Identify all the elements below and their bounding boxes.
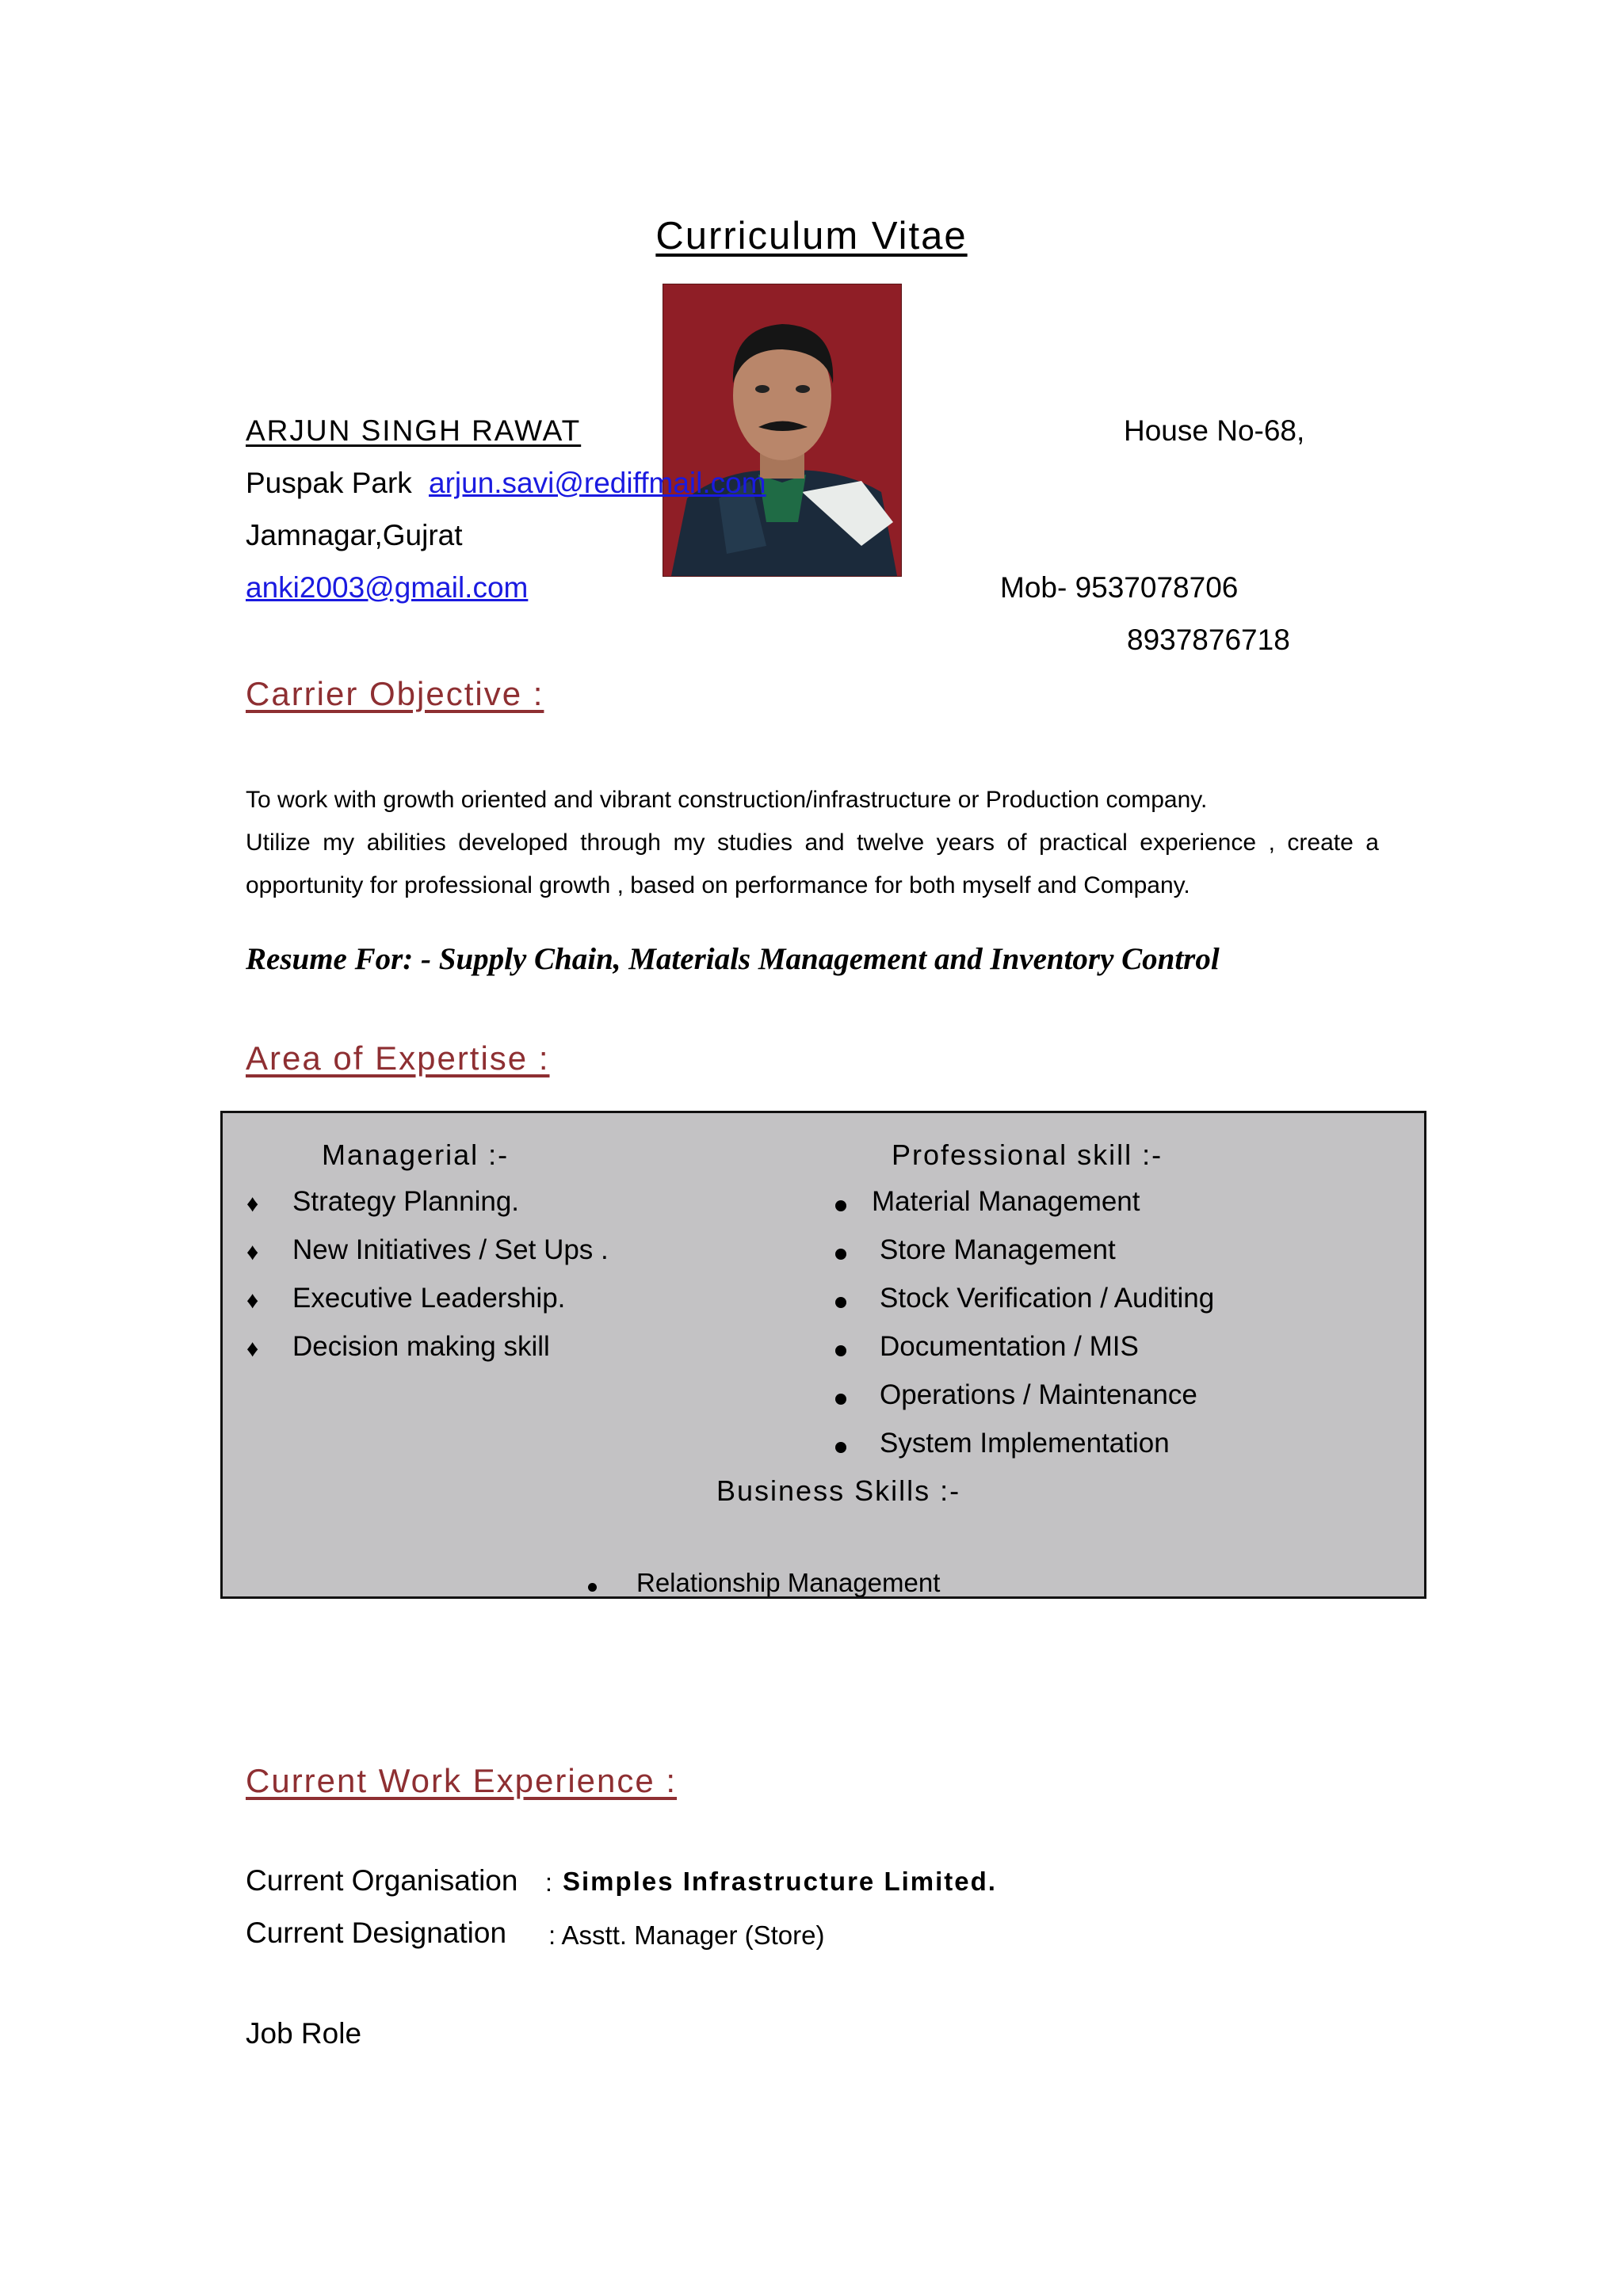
- diamond-bullet-icon: ♦: [246, 1336, 259, 1362]
- round-bullet-icon: [835, 1442, 846, 1453]
- expertise-box: [220, 1111, 1426, 1599]
- round-bullet-icon: [835, 1394, 846, 1405]
- professional-heading: Professional skill :-: [892, 1138, 1163, 1171]
- managerial-item: Strategy Planning.: [292, 1186, 520, 1217]
- org-separator: :: [545, 1868, 552, 1897]
- round-bullet-icon: [835, 1249, 846, 1260]
- business-item: Relationship Management: [636, 1568, 941, 1597]
- resume-for-line: Resume For: - Supply Chain, Materials Management and Inventory Control: [246, 942, 1220, 976]
- objective-line-2: Utilize my abilities developed through my studies and twelve years of practical experience , create a: [246, 830, 1379, 856]
- professional-item: Material Management: [872, 1186, 1140, 1217]
- professional-item: Stock Verification / Auditing: [880, 1283, 1215, 1314]
- managerial-heading: Managerial :-: [322, 1138, 510, 1171]
- managerial-item: Executive Leadership.: [292, 1283, 566, 1314]
- professional-item: Documentation / MIS: [880, 1331, 1139, 1362]
- profile-photo: [663, 284, 902, 577]
- objective-line-3: opportunity for professional growth , based on performance for both myself and Company.: [246, 872, 1190, 898]
- org-value: Simples Infrastructure Limited.: [563, 1867, 997, 1896]
- objective-heading: Carrier Objective :: [246, 675, 544, 712]
- professional-item: Store Management: [880, 1234, 1116, 1265]
- diamond-bullet-icon: ♦: [246, 1191, 259, 1217]
- diamond-bullet-icon: ♦: [246, 1287, 259, 1314]
- expertise-heading: Area of Expertise :: [246, 1039, 550, 1077]
- designation-label: Current Designation: [246, 1917, 507, 1949]
- org-label: Current Organisation: [246, 1864, 518, 1897]
- email-link-gmail[interactable]: anki2003@gmail.com: [246, 571, 529, 604]
- diamond-bullet-icon: ♦: [246, 1239, 259, 1265]
- address-house: House No-68,: [1124, 414, 1305, 447]
- business-heading: Business Skills :-: [716, 1474, 961, 1507]
- address-city: Jamnagar,Gujrat: [246, 519, 463, 551]
- address-area: Puspak Park: [246, 467, 412, 499]
- round-bullet-icon: [835, 1297, 846, 1308]
- work-heading: Current Work Experience :: [246, 1762, 678, 1799]
- page-title: Curriculum Vitae: [655, 215, 968, 257]
- managerial-item: New Initiatives / Set Ups .: [292, 1234, 609, 1265]
- mobile-number-2: 8937876718: [1127, 624, 1290, 656]
- designation-value: : Asstt. Manager (Store): [548, 1920, 825, 1950]
- managerial-item: Decision making skill: [292, 1331, 550, 1362]
- round-bullet-icon: [588, 1583, 597, 1592]
- objective-line-1: To work with growth oriented and vibrant construction/infrastructure or Production company.: [246, 787, 1208, 813]
- email-link-rediff[interactable]: arjun.savi@rediffmail.com: [429, 467, 766, 499]
- professional-item: Operations / Maintenance: [880, 1379, 1197, 1410]
- mobile-number: Mob- 9537078706: [1000, 571, 1239, 604]
- round-bullet-icon: [835, 1345, 846, 1356]
- round-bullet-icon: [835, 1200, 846, 1211]
- candidate-name: ARJUN SINGH RAWAT: [246, 414, 582, 447]
- professional-item: System Implementation: [880, 1428, 1170, 1459]
- job-role-label: Job Role: [246, 2017, 362, 2050]
